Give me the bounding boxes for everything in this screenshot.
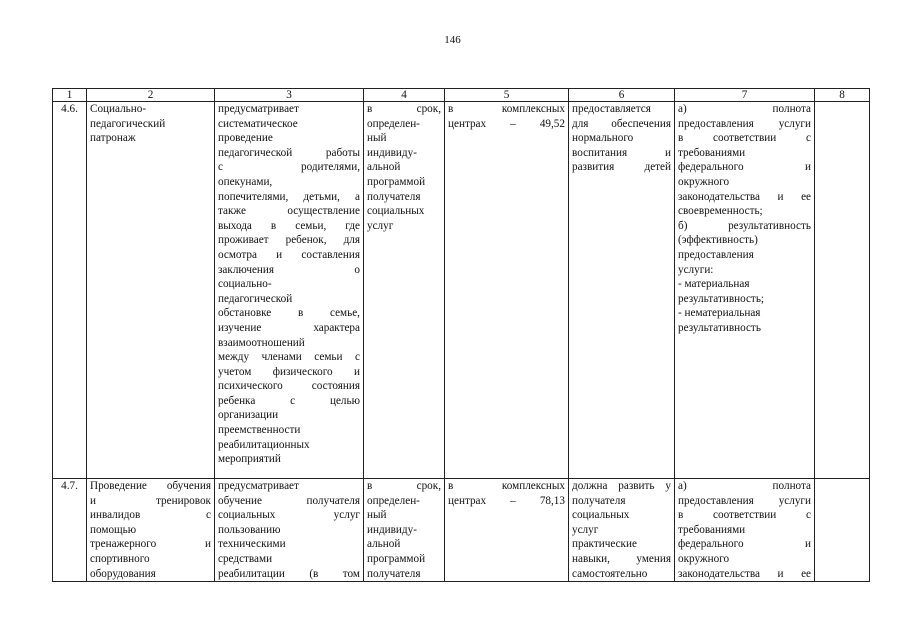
text-line: изучение характера: [218, 321, 360, 334]
text-line: мероприятий: [218, 453, 281, 466]
service-content-cell: [215, 102, 364, 479]
text-line: получателя: [572, 494, 626, 507]
text-line: организации: [218, 409, 279, 422]
text-line: результативность;: [678, 292, 765, 305]
text-line: предоставления: [678, 248, 754, 261]
text-line: федерального и: [678, 161, 811, 174]
text-line: а) полнота: [678, 103, 811, 115]
text-line: предоставления услуги: [678, 117, 811, 130]
text-line: помощью: [90, 523, 137, 536]
evaluation-conditions-cell: [675, 479, 815, 582]
service-term-cell: [364, 102, 445, 479]
text-line: индивиду-: [367, 523, 417, 536]
text-line: преемственности: [218, 424, 301, 437]
table-row: [53, 479, 870, 582]
text-line: техническими: [218, 538, 286, 551]
text-line: средствами: [218, 552, 273, 565]
text-line: систематическое: [218, 117, 298, 130]
text-line: услуг: [572, 523, 599, 536]
column-header: 3: [215, 89, 364, 102]
text-line: Социально-: [90, 103, 147, 115]
text-line: альной: [367, 161, 401, 174]
text-line: (эффективность): [678, 234, 758, 247]
text-line: взаимоотношений: [218, 336, 305, 349]
row-number-cell: 4.6.: [53, 102, 87, 479]
services-table: [52, 88, 870, 582]
text-line: а) полнота: [678, 480, 811, 492]
column-header: 8: [815, 89, 870, 102]
column-header: 5: [445, 89, 569, 102]
text-line: педагогической: [218, 292, 293, 305]
text-line: педагогической работы: [218, 146, 360, 159]
page-number: 146: [444, 34, 461, 46]
text-line: в срок,: [367, 103, 441, 115]
column-number-row: [53, 89, 870, 102]
text-line: требованиями: [678, 523, 746, 536]
column-header: 2: [87, 89, 215, 102]
quality-indicators-cell: [569, 479, 675, 582]
text-line: индивиду-: [367, 146, 417, 159]
text-line: психического состояния: [218, 380, 360, 393]
text-line: законодательства и ее: [678, 190, 811, 203]
text-line: предусматривает: [218, 103, 299, 115]
text-line: ребенка с целью: [218, 394, 360, 407]
text-line: учетом физического и: [218, 365, 360, 378]
text-line: спортивного: [90, 552, 150, 565]
text-line: альной: [367, 538, 401, 551]
text-line: центрах – 49,52: [448, 117, 565, 130]
text-line: - нематериальная: [678, 307, 761, 320]
text-line: определен-: [367, 494, 420, 507]
text-line: социально-: [218, 278, 272, 291]
text-line: б) результативность: [678, 219, 811, 232]
text-line: реабилитации (в том: [218, 567, 360, 580]
text-line: окружного: [678, 175, 730, 188]
text-line: обстановке в семье,: [218, 307, 360, 320]
text-line: - материальная: [678, 278, 750, 291]
text-line: социальных: [367, 205, 425, 218]
text-line: для обеспечения: [572, 117, 671, 130]
text-line: в комплексных: [448, 103, 565, 115]
column-header: 1: [53, 89, 87, 102]
text-line: программой: [367, 175, 426, 188]
text-line: также осуществление: [218, 205, 360, 218]
text-line: услуг: [367, 219, 394, 232]
text-line: реабилитационных: [218, 438, 310, 451]
text-line: предоставляется: [572, 103, 651, 115]
text-line: самостоятельно: [572, 567, 648, 580]
text-line: проведение: [218, 132, 273, 145]
text-line: проживает ребенок, для: [218, 234, 360, 247]
column-header: 6: [569, 89, 675, 102]
text-line: заключения о: [218, 263, 360, 276]
text-line: оборудования: [90, 567, 156, 580]
service-content-cell: [215, 479, 364, 582]
service-name-cell: [87, 479, 215, 582]
notes-cell: [815, 479, 870, 582]
text-line: практические: [572, 538, 637, 551]
text-line: в срок,: [367, 480, 441, 492]
row-number-cell: 4.7.: [53, 479, 87, 582]
text-line: попечителями, детьми, а: [218, 190, 360, 203]
service-name-cell: [87, 102, 215, 479]
text-line: получателя: [367, 190, 421, 203]
text-line: услуги:: [678, 263, 714, 276]
text-line: между членами семьи с: [218, 351, 360, 364]
text-line: Проведение обучения: [90, 480, 211, 492]
text-line: обучение получателя: [218, 494, 360, 507]
text-line: центрах – 78,13: [448, 494, 565, 507]
text-line: законодательства и ее: [678, 567, 811, 580]
text-line: ный: [367, 509, 387, 522]
text-line: тренажерного и: [90, 538, 211, 551]
text-line: должна развить у: [572, 480, 671, 492]
service-price-cell: [445, 479, 569, 582]
text-line: пользованию: [218, 523, 281, 536]
column-header: 7: [675, 89, 815, 102]
text-line: развития детей: [572, 161, 671, 174]
text-line: предоставления услуги: [678, 494, 811, 507]
text-line: выхода в семьи, где: [218, 219, 360, 232]
text-line: в соответствии с: [678, 132, 811, 145]
quality-indicators-cell: [569, 102, 675, 479]
text-line: опекунами,: [218, 175, 273, 188]
text-line: социальных: [572, 509, 630, 522]
text-line: инвалидов с: [90, 509, 211, 522]
text-line: ный: [367, 132, 387, 145]
service-term-cell: [364, 479, 445, 582]
text-line: получателя: [367, 567, 421, 580]
text-line: программой: [367, 552, 426, 565]
text-line: в комплексных: [448, 480, 565, 492]
table-row: [53, 102, 870, 479]
text-line: федерального и: [678, 538, 811, 551]
text-line: нормального: [572, 132, 634, 145]
text-line: навыки, умения: [572, 552, 671, 565]
text-line: педагогический: [90, 117, 166, 130]
text-line: предусматривает: [218, 480, 299, 492]
service-price-cell: [445, 102, 569, 479]
text-line: результативность: [678, 321, 761, 334]
notes-cell: [815, 102, 870, 479]
text-line: с родителями,: [218, 161, 360, 174]
text-line: социальных услуг: [218, 509, 360, 522]
text-line: в соответствии с: [678, 509, 811, 522]
text-line: окружного: [678, 552, 730, 565]
text-line: патронаж: [90, 132, 136, 145]
text-line: и тренировок: [90, 494, 211, 507]
text-line: осмотра и составления: [218, 248, 360, 261]
column-header: 4: [364, 89, 445, 102]
text-line: воспитания и: [572, 146, 671, 159]
text-line: определен-: [367, 117, 420, 130]
text-line: требованиями: [678, 146, 746, 159]
text-line: своевременность;: [678, 205, 763, 218]
evaluation-conditions-cell: [675, 102, 815, 479]
